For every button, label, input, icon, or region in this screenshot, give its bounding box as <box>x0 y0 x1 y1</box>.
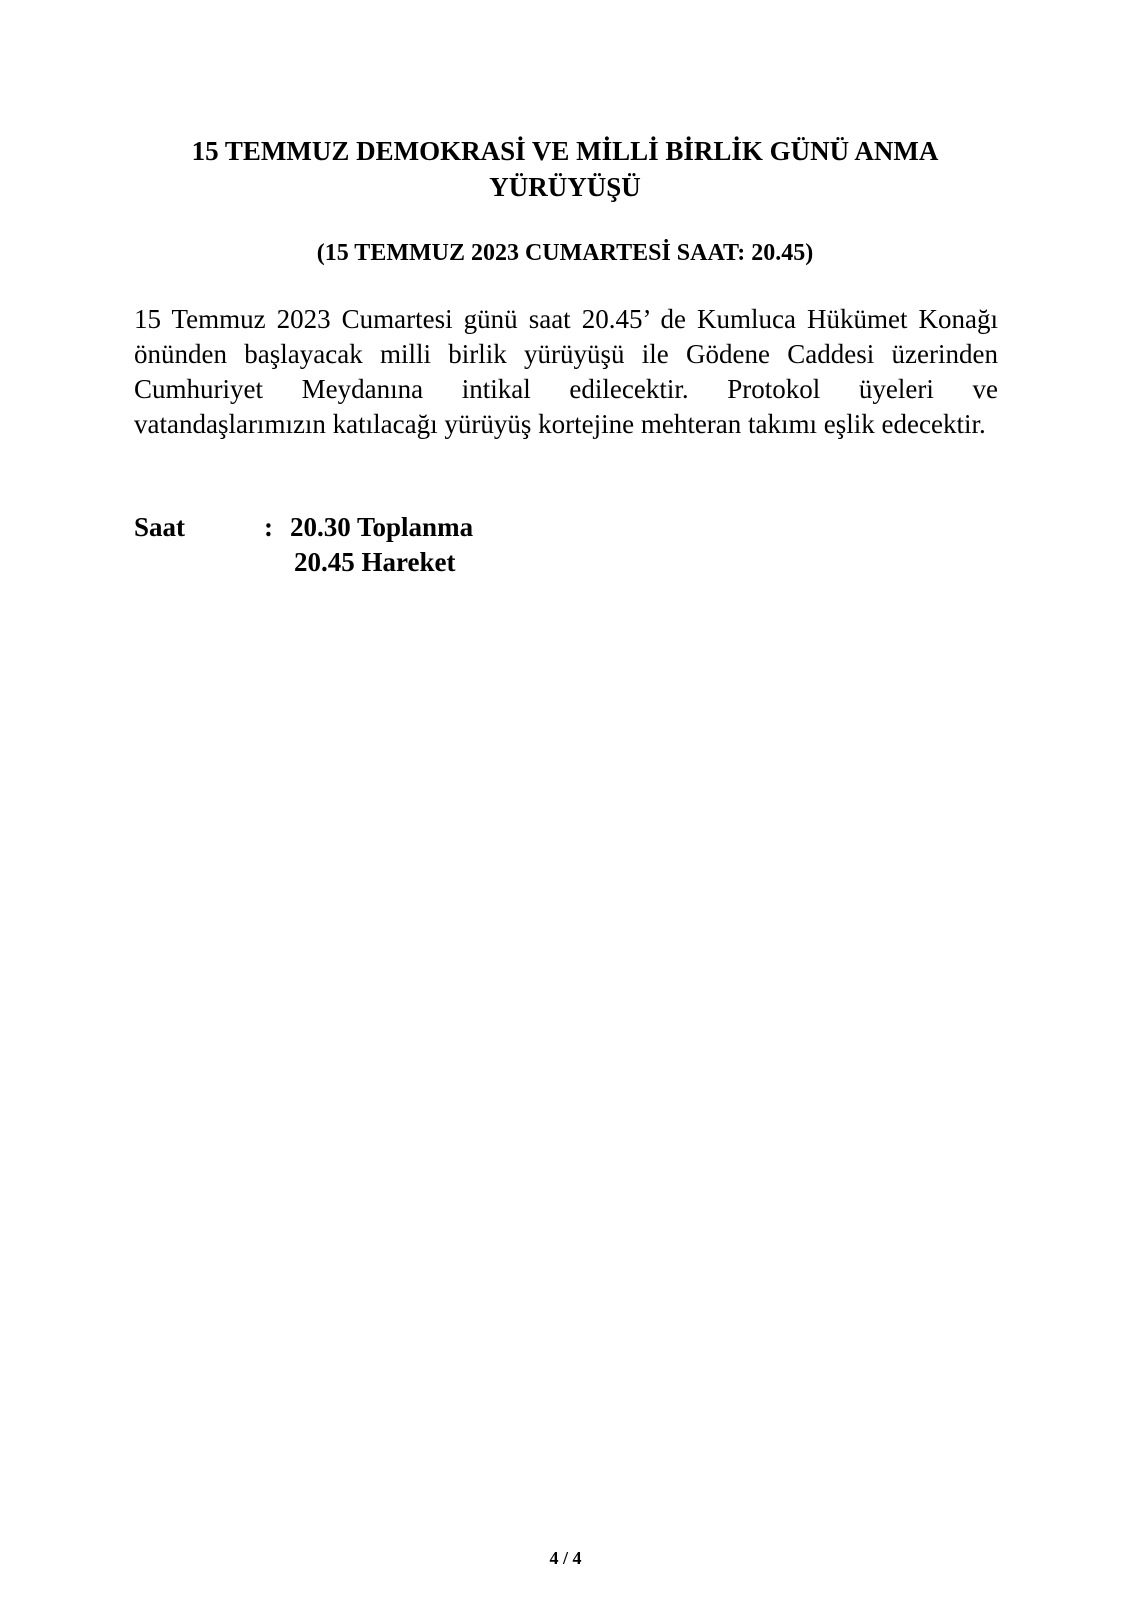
schedule-item-departure: 20.45 Hareket <box>294 547 456 577</box>
schedule-items <box>290 510 473 580</box>
schedule-label: Saat <box>134 512 186 542</box>
schedule-item-gathering: 20.30 Toplanma <box>290 512 474 542</box>
document-subtitle: (15 TEMMUZ 2023 CUMARTESİ SAAT: 20.45) <box>316 240 814 266</box>
schedule-separator: : <box>264 512 273 542</box>
document-title: 15 TEMMUZ DEMOKRASİ VE MİLLİ BİRLİK GÜNÜ ANMA YÜRÜYÜŞÜ <box>191 136 939 202</box>
body-paragraph: 15 Temmuz 2023 Cumartesi günü saat 20.45’ de Kumluca Hükümet Konağı önünden başlayacak milli birlik yürüyüşü ile Gödene Caddesi üzerinden Cumhuriyet Meydanına intikal edilecektir. Protokol üyeleri ve vatandaşlarımızın katılacağı yürüyüş kortejine mehteran takımı eşlik edecektir. <box>134 304 998 439</box>
page-number: 4 / 4 <box>549 1548 582 1568</box>
